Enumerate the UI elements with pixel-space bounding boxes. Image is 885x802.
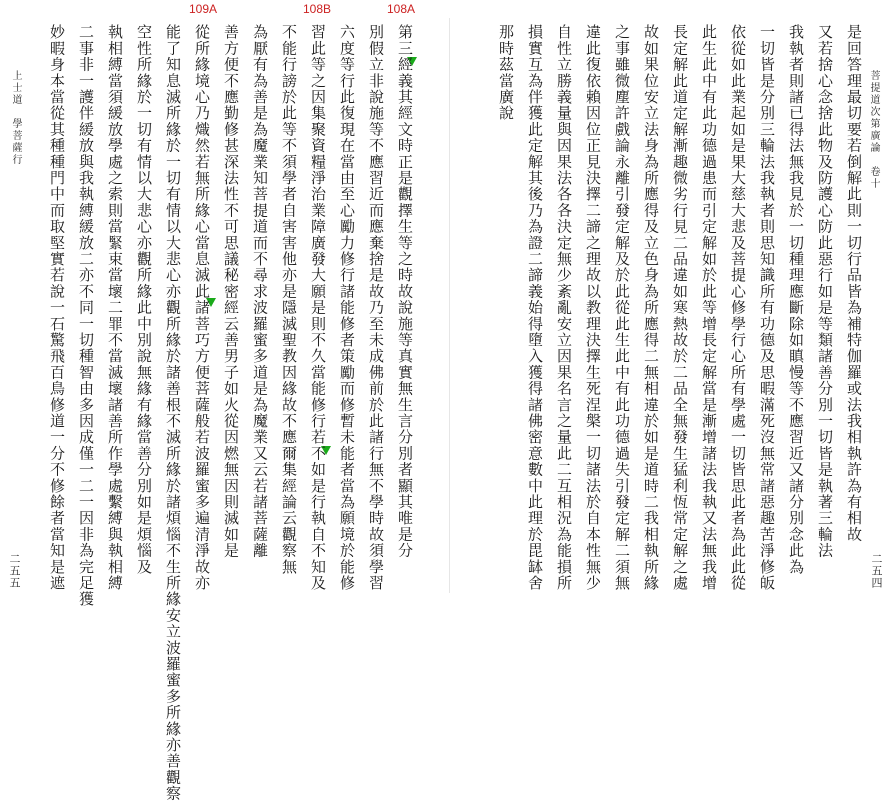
right-text-column: 自性立勝義量與因果法各各決定無少紊亂安立因果名言之量此二互相況為能損所 xyxy=(555,24,573,591)
left-text-column: 第三經義其經文時正是觀擇生等之時故說施等真實無生言分別者顯其唯是分 xyxy=(396,24,414,559)
left-text-column: 從所緣境心乃熾然若無所緣心當息滅此諸菩巧方便菩薩般若波羅蜜多遍清淨故亦 xyxy=(193,24,211,591)
right-text-column: 依從如此業起如是果大慈大悲及菩提心修學行心所有學處一切皆思此者為此此從 xyxy=(729,24,747,591)
left-text-column: 習此等之因集聚資糧淨治業障廣發大願是則不久當能修行若不如是行執自不知及 xyxy=(309,24,327,591)
left-text-column: 為厭有為善是為魔業知菩提道而不尋求波羅蜜多道是為魔業又云若諸菩薩離 xyxy=(251,24,269,559)
left-text-column: 空性所緣於一切有情以大悲心亦觀所緣此中別說無緣有緣當善分別如是煩惱及 xyxy=(135,24,153,575)
left-text-column: 善方便不應勤修甚深法性不可思議秘密經云善男子如火從因燃無因則滅如是 xyxy=(222,24,240,559)
left-text-column: 六度等行此復現在當由至心勵力修行諸能修者策勵而修暫未能者當為願境於能修 xyxy=(338,24,356,591)
left-text-column: 妙暇身本當從其種種門中而取堅實若說一石驚飛百鳥修道一分不修餘者當知是遮 xyxy=(48,24,66,591)
left-text-column: 二事非一護伴緩放與我執縛緩放二亦不同一切種智由多因成僅一二一因非為完足獲 xyxy=(77,24,95,608)
page-gutter xyxy=(449,18,450,593)
right-text-column: 又若捨心念捨此物及防護心防此惡行如是等類諸善分別一切皆是執著三輪法 xyxy=(816,24,834,559)
marker-108a: 108A xyxy=(387,2,416,16)
right-text-column: 長定解此道定解漸趣微劣行見二品違如寒熱故於二品全無發生猛利恆常定解之處 xyxy=(671,24,689,591)
right-text-column: 我執者則諸已得法無我見於一切種理應斷除如瞋慢等不應習近又諸分別念此為 xyxy=(787,24,805,575)
right-text-column: 故如果位安立法身為所應得及立色身為所應得二無相違於如是道時二我相執所緣 xyxy=(642,24,660,591)
right-text-column: 之事雖微塵許戲論永離引發定解及於此從此生此中有此功德過失引發定解二須無 xyxy=(613,24,631,591)
left-page-header: 上士道 學菩薩行 xyxy=(10,70,21,166)
left-text-column: 別假立非說施等不應習近而應棄捨是故乃至未成佛前於此諸行無不學時故須學習 xyxy=(367,24,385,591)
right-text-column: 一切皆是分別三輪法我執者則思知識所有功德及思暇滿死沒無常諸惡趣苦淨修皈 xyxy=(758,24,776,591)
marker-109a: 109A xyxy=(189,2,218,16)
right-text-column: 損實互為伴獲此定解其後乃為證二諦義始得墮入獲得諸佛密意數中此理於毘缽舍 xyxy=(526,24,544,591)
left-text-column: 執相縛當須緩放學處之索則當緊束當壞二罪不當滅壞諸善所作學處繫縛與執相縛 xyxy=(106,24,124,591)
right-text-column: 違此復依賴因位正見決擇二諦之理故以教理決擇生死涅槃一切諸法於自本性無少 xyxy=(584,24,602,591)
right-page-number: 二五四 xyxy=(870,553,883,589)
right-page-header: 菩提道次第廣論 卷十 xyxy=(868,70,879,190)
marker-108b: 108B xyxy=(303,2,332,16)
right-text-column: 那時茲當廣說 xyxy=(497,24,515,122)
left-text-column: 能了知息滅所緣於一切有情以大悲心亦觀所緣於諸善根不滅所緣於諸煩惱不生所緣安立波羅蜜多所緣亦善觀察 xyxy=(164,24,182,802)
right-text-column: 此生此中有此功德過患而引定解如於此等增長定解當是漸增諸法我執又法無我增 xyxy=(700,24,718,591)
left-page-number: 二五五 xyxy=(8,553,21,589)
right-text-column: 是回答理最切要若倒解此則一切行品皆為補特伽羅或法我相執許為有相故 xyxy=(845,24,863,543)
left-text-column: 不能行謗於此等不須學者自害害他亦是隱滅聖教因緣故不應爾集經論云觀察無 xyxy=(280,24,298,575)
